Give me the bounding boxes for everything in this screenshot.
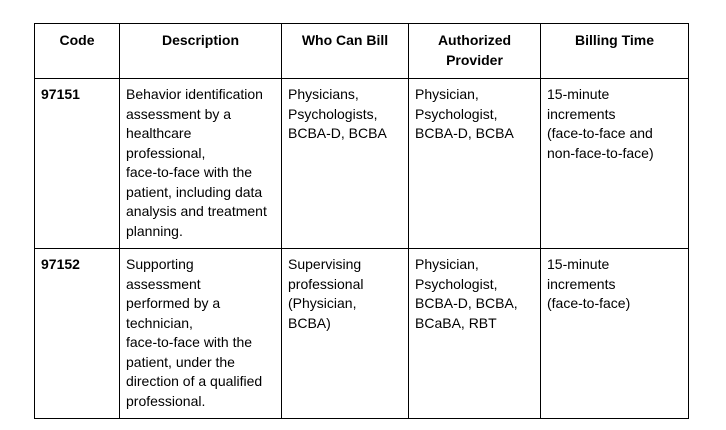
header-billing-time	[541, 24, 689, 79]
billing-time-line: 15-minute	[547, 256, 610, 272]
billing-time-line: increments	[547, 105, 616, 122]
description-line: planning.	[126, 222, 183, 239]
description-line: Behavior identification	[126, 86, 263, 102]
who-can-bill-cell	[282, 79, 409, 249]
who-can-bill-line: Supervising	[288, 256, 362, 272]
description-cell	[120, 249, 282, 419]
billing-time-line: increments	[547, 275, 616, 292]
billing-time-line: (face-to-face and	[547, 125, 653, 141]
who-can-bill-line: Psychologists,	[288, 105, 378, 122]
who-can-bill-line: BCBA-D, BCBA	[288, 125, 387, 141]
authorized-provider-line: BCBA-D, BCBA	[415, 125, 514, 141]
description-line: healthcare	[126, 125, 192, 141]
authorized-provider-cell	[409, 249, 541, 419]
header-description	[120, 24, 282, 79]
billing-time-line: 15-minute	[547, 86, 610, 102]
who-can-bill-line: professional	[288, 275, 364, 292]
authorized-provider-line: BCBA-D, BCBA,	[415, 295, 518, 311]
header-description-label: Description	[161, 32, 239, 48]
header-who-can-bill	[282, 24, 409, 79]
description-line: direction of a qualified	[126, 373, 263, 389]
description-line: analysis and treatment	[126, 203, 267, 219]
description-line: professional,	[126, 144, 206, 161]
description-line: assessment	[126, 275, 201, 292]
code-value: 97151	[41, 86, 80, 102]
description-line: patient, including data	[126, 183, 263, 200]
description-line: technician,	[126, 314, 193, 331]
header-authorized-provider	[409, 24, 541, 79]
who-can-bill-cell	[282, 249, 409, 419]
header-row	[35, 24, 689, 79]
code-value: 97152	[41, 256, 80, 272]
header-code	[35, 24, 120, 79]
billing-time-cell	[541, 79, 689, 249]
description-cell	[120, 79, 282, 249]
authorized-provider-cell	[409, 79, 541, 249]
authorized-provider-line: Psychologist,	[415, 105, 498, 122]
billing-time-line: non-face-to-face)	[547, 144, 654, 161]
header-who-can-bill-label: Who Can Bill	[301, 32, 389, 48]
table-row	[35, 249, 689, 419]
description-line: patient, under the	[126, 353, 235, 370]
header-authorized-provider-label-line: Authorized	[437, 32, 512, 48]
description-line: assessment by a	[126, 105, 232, 122]
code-cell	[35, 249, 120, 419]
billing-codes-table	[34, 23, 689, 419]
authorized-provider-line: Physician,	[415, 256, 479, 272]
description-line: face-to-face with the	[126, 334, 253, 350]
billing-time-cell	[541, 249, 689, 419]
who-can-bill-line: Physicians,	[288, 86, 359, 102]
description-line: performed by a	[126, 295, 221, 311]
header-code-label: Code	[59, 32, 95, 48]
authorized-provider-line: Psychologist,	[415, 275, 498, 292]
authorized-provider-line: BCaBA, RBT	[415, 314, 497, 331]
description-line: professional.	[126, 392, 206, 409]
table-row	[35, 79, 689, 249]
header-billing-time-label: Billing Time	[574, 32, 655, 48]
header-authorized-provider-label-line: Provider	[446, 51, 503, 68]
who-can-bill-line: BCBA)	[288, 314, 331, 331]
who-can-bill-line: (Physician,	[288, 295, 357, 311]
billing-time-line: (face-to-face)	[547, 295, 631, 311]
description-line: Supporting	[126, 256, 194, 272]
authorized-provider-line: Physician,	[415, 86, 479, 102]
code-cell	[35, 79, 120, 249]
description-line: face-to-face with the	[126, 164, 253, 180]
